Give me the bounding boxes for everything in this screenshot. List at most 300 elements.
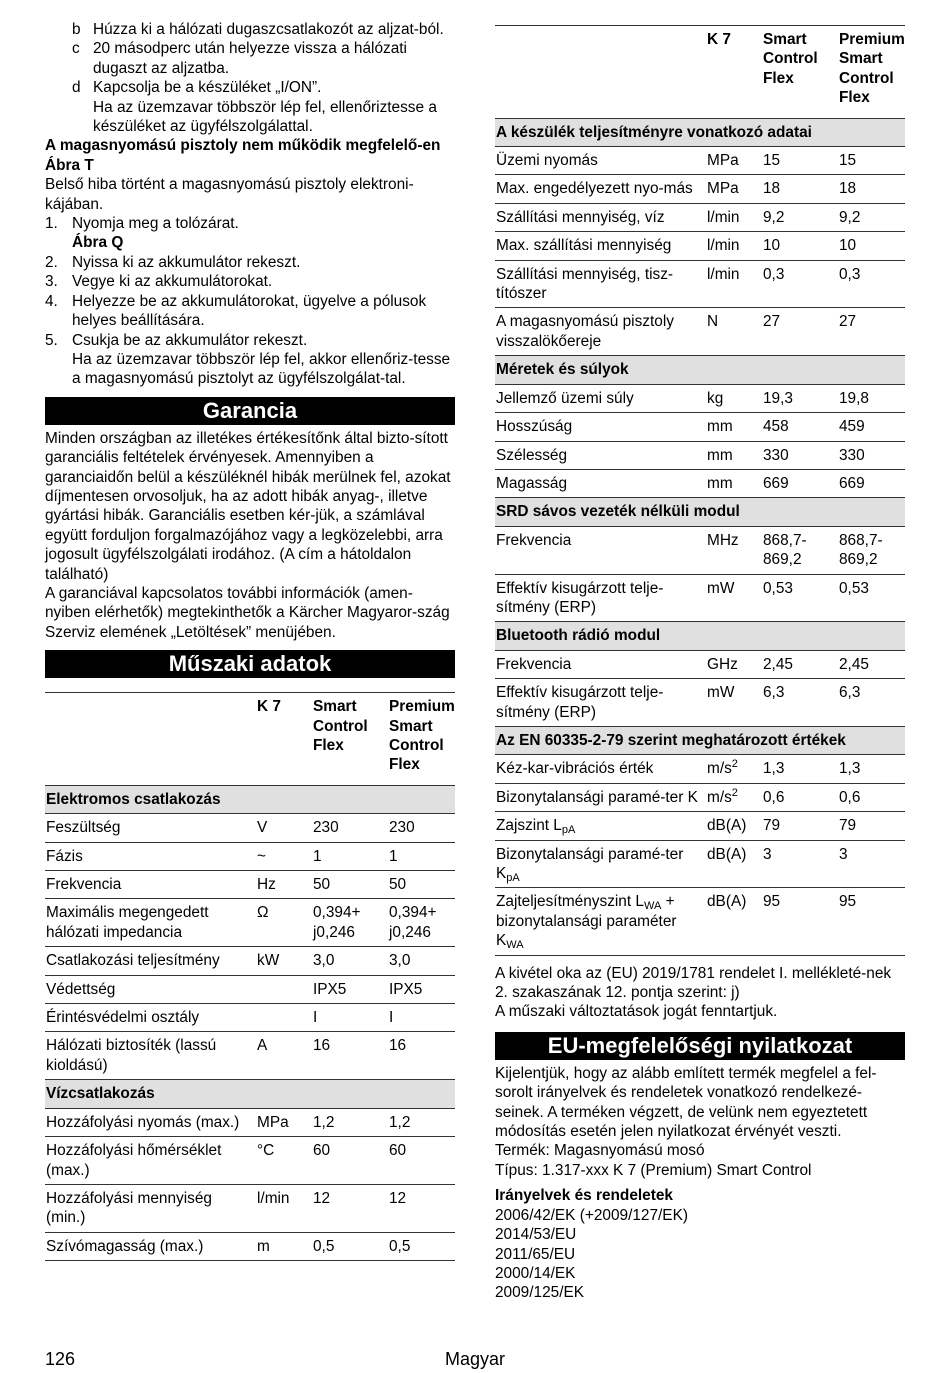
table-row xyxy=(495,147,905,175)
step-item xyxy=(45,292,455,331)
sub-step-text: Kapcsolja be a készüléket „I/ON”. xyxy=(93,79,322,97)
param-cell xyxy=(495,413,706,441)
unit-label: N xyxy=(707,313,719,331)
unit-label: l/min xyxy=(707,265,740,283)
section-title: Bluetooth rádió modul xyxy=(495,622,905,650)
table-row xyxy=(495,384,905,412)
muszaki-adatok-heading: Műszaki adatok xyxy=(45,650,455,678)
table-row xyxy=(495,413,905,441)
sub-step-text: Húzza ki a hálózati dugaszcsatlakozót az aljzat-ból. xyxy=(93,21,444,38)
premium-value: 1,2 xyxy=(388,1108,455,1136)
k7-value: 3 xyxy=(762,840,838,888)
unit-label: MPa xyxy=(707,180,739,198)
premium-value: 0,3 xyxy=(838,260,905,308)
premium-value: 3 xyxy=(838,840,905,888)
header-cell: K 7 xyxy=(706,26,762,119)
section-title: A készülék teljesítményre vonatkozó adatai xyxy=(495,118,905,146)
step-text: Csukja be az akkumulátor rekeszt. xyxy=(72,331,308,349)
language-label: Magyar xyxy=(445,1349,506,1369)
k7-value: 79 xyxy=(762,812,838,840)
param-label: Max. szállítási mennyiség xyxy=(496,237,672,255)
unit-cell xyxy=(706,308,762,356)
param-cell xyxy=(495,812,706,840)
unit-label: ~ xyxy=(257,847,266,865)
unit-label: dB(A) xyxy=(707,893,747,911)
premium-value: 0,6 xyxy=(838,783,905,811)
table-row xyxy=(45,871,455,899)
premium-value: 15 xyxy=(838,147,905,175)
premium-value: 10 xyxy=(838,232,905,260)
unit-cell xyxy=(706,526,762,574)
fault-heading: A magasnyomású pisztoly nem működik megfelelő-en xyxy=(45,137,441,155)
section-row xyxy=(495,356,905,384)
param-label: Jellemző üzemi súly xyxy=(496,389,634,407)
unit-cell xyxy=(706,679,762,727)
directive-item: 2000/14/EK xyxy=(495,1264,576,1282)
premium-value: 3,0 xyxy=(388,947,455,975)
param-cell xyxy=(45,1108,256,1136)
table-row xyxy=(45,1004,455,1032)
param-label: A magasnyomású pisztoly visszalökőereje xyxy=(496,313,674,350)
unit-cell xyxy=(256,947,312,975)
param-cell xyxy=(45,1004,256,1032)
premium-value: 1 xyxy=(388,842,455,870)
unit-cell xyxy=(706,574,762,622)
param-label: Frekvencia xyxy=(496,655,572,673)
k7-value: 12 xyxy=(312,1184,388,1232)
garancia-heading: Garancia xyxy=(45,397,455,425)
unit-cell xyxy=(256,1184,312,1232)
step-number: 3. xyxy=(45,273,58,291)
k7-value: 1,3 xyxy=(762,755,838,783)
step-list xyxy=(45,214,455,389)
unit-cell xyxy=(256,1232,312,1260)
premium-value: 6,3 xyxy=(838,679,905,727)
k7-value: 0,53 xyxy=(762,574,838,622)
param-cell xyxy=(45,1137,256,1185)
table-row xyxy=(45,1032,455,1080)
step-item xyxy=(45,272,455,291)
param-label: Szívómagasság (max.) xyxy=(46,1237,204,1255)
premium-value: 2,45 xyxy=(838,650,905,678)
unit-cell xyxy=(706,203,762,231)
table-row xyxy=(45,899,455,947)
sub-step-item xyxy=(45,20,455,39)
step-number: 2. xyxy=(45,253,58,271)
header-cell: Premium Smart Control Flex xyxy=(838,26,905,119)
unit-label: MPa xyxy=(257,1113,289,1131)
header-cell: Smart Control Flex xyxy=(312,693,388,786)
param-label: Feszültség xyxy=(46,819,121,837)
unit-cell xyxy=(256,975,312,1003)
premium-value: 868,7- 869,2 xyxy=(838,526,905,574)
k7-value: 868,7- 869,2 xyxy=(762,526,838,574)
k7-value: 6,3 xyxy=(762,679,838,727)
param-cell xyxy=(45,814,256,842)
table-row xyxy=(495,441,905,469)
sub-step-item xyxy=(45,78,455,97)
directives-list xyxy=(495,1206,905,1303)
param-cell xyxy=(495,260,706,308)
k7-value: 16 xyxy=(312,1032,388,1080)
unit-label: V xyxy=(257,819,268,837)
eu-declaration-text: Kijelentjük, hogy az alább említett termék megfelel a fel-sorolt irányelvek és rendeletek vonatkozó rendelkezé-seinek. A terméken végzett, de velünk nem egyeztetett módosítás esetén jelen nyilatkozat érvényét veszti. xyxy=(495,1064,877,1141)
premium-value: 9,2 xyxy=(838,203,905,231)
unit-label: Ω xyxy=(257,904,269,922)
figure-ref-t: Ábra T xyxy=(45,156,94,174)
table-row xyxy=(495,574,905,622)
step-item xyxy=(45,214,455,233)
k7-value: 1,2 xyxy=(312,1108,388,1136)
unit-label: MPa xyxy=(707,152,739,170)
table-row xyxy=(495,783,905,811)
section-row xyxy=(495,118,905,146)
param-cell xyxy=(495,147,706,175)
param-cell xyxy=(495,783,706,811)
param-cell xyxy=(45,975,256,1003)
page-number: 126 xyxy=(45,1349,76,1369)
header-cell: Premium Smart Control Flex xyxy=(388,693,455,786)
param-cell xyxy=(45,871,256,899)
table-row xyxy=(45,1232,455,1260)
unit-cell xyxy=(256,1137,312,1185)
unit-label: mW xyxy=(707,684,735,702)
table-row xyxy=(495,469,905,497)
premium-value: 18 xyxy=(838,175,905,203)
table-row xyxy=(495,679,905,727)
unit-label: l/min xyxy=(257,1189,290,1207)
param-label: Érintésvédelmi osztály xyxy=(46,1009,200,1027)
premium-value: 60 xyxy=(388,1137,455,1185)
header-cell xyxy=(495,26,706,119)
unit-cell xyxy=(706,469,762,497)
param-cell xyxy=(495,308,706,356)
param-cell xyxy=(495,650,706,678)
unit-cell xyxy=(256,842,312,870)
table-row xyxy=(45,814,455,842)
param-label: Frekvencia xyxy=(46,876,122,894)
premium-value: 12 xyxy=(388,1184,455,1232)
unit-label: mm xyxy=(707,474,733,492)
step-item xyxy=(45,253,455,272)
fault-description: Belső hiba történt a magasnyomású pisztoly elektroni-kájában. xyxy=(45,176,414,213)
section-title: Méretek és súlyok xyxy=(495,356,905,384)
table-row xyxy=(495,308,905,356)
unit-cell xyxy=(706,755,762,783)
header-cell xyxy=(45,693,256,786)
right-column xyxy=(495,25,905,1303)
unit-cell xyxy=(706,147,762,175)
table-header-row xyxy=(495,26,905,119)
table-row xyxy=(45,947,455,975)
k7-value: 60 xyxy=(312,1137,388,1185)
k7-value: 0,5 xyxy=(312,1232,388,1260)
param-cell xyxy=(495,232,706,260)
k7-value: 2,45 xyxy=(762,650,838,678)
unit-label: l/min xyxy=(707,208,740,226)
premium-value: IPX5 xyxy=(388,975,455,1003)
unit-label: dB(A) xyxy=(707,845,747,863)
param-label: Hálózati biztosíték (lassú kioldású) xyxy=(46,1037,217,1074)
sub-step-text: 20 másodperc után helyezze vissza a hálózati dugaszt az aljzatba. xyxy=(93,40,407,77)
unit-cell xyxy=(256,814,312,842)
premium-value: 50 xyxy=(388,871,455,899)
garancia-paragraph-1: Minden országban az illetékes értékesítőnk által bizto-sított garanciális feltételek érvényesek. Amennyiben a garanciaidőn belül a készüléknél hibák merülnek fel, azokat díjmentesen orvosoljuk, ha az adott hibák anyag-, illetve gyártási hibák. Garanciális esetben kér-jük, a számlával együtt forduljon forgalmazójához vagy a legközelebbi, arra jogosult ügyfélszolgálati irodához. (A cím a hátoldalon található) xyxy=(45,429,451,583)
unit-label: mm xyxy=(707,418,733,436)
param-cell xyxy=(45,1032,256,1080)
k7-value: 330 xyxy=(762,441,838,469)
param-label: Bizonytalansági paramé-ter K xyxy=(496,788,698,806)
param-subscript: pA xyxy=(561,824,576,837)
param-cell xyxy=(495,888,706,955)
technical-changes-note: A műszaki változtatások jogát fenntartjuk. xyxy=(495,1003,778,1021)
unit-cell xyxy=(706,175,762,203)
premium-value: 95 xyxy=(838,888,905,955)
k7-value: 15 xyxy=(762,147,838,175)
k7-value: 50 xyxy=(312,871,388,899)
unit-cell xyxy=(706,840,762,888)
unit-cell xyxy=(256,1108,312,1136)
eu-declaration-heading: EU-megfelelőségi nyilatkozat xyxy=(495,1032,905,1060)
unit-label: Hz xyxy=(257,876,276,894)
param-label: Hosszúság xyxy=(496,418,573,436)
param-label: Üzemi nyomás xyxy=(496,152,598,170)
param-label: Szélesség xyxy=(496,446,568,464)
premium-value: 1,3 xyxy=(838,755,905,783)
param-cell xyxy=(495,840,706,888)
table-row xyxy=(45,1184,455,1232)
k7-value: 230 xyxy=(312,814,388,842)
sub-step-list xyxy=(45,20,455,98)
param-cell xyxy=(495,574,706,622)
table-row xyxy=(495,755,905,783)
k7-value: 10 xyxy=(762,232,838,260)
k7-value: 0,6 xyxy=(762,783,838,811)
param-label: Hozzáfolyási hőmérséklet (max.) xyxy=(46,1142,222,1179)
step-text: Nyomja meg a tolózárat. xyxy=(72,215,239,233)
param-label: Magasság xyxy=(496,474,568,492)
unit-cell xyxy=(256,899,312,947)
sub-step-letter: b xyxy=(72,21,81,38)
table-row xyxy=(495,840,905,888)
table-row xyxy=(495,232,905,260)
unit-cell xyxy=(706,650,762,678)
param-cell xyxy=(495,679,706,727)
param-cell xyxy=(495,441,706,469)
unit-cell xyxy=(706,413,762,441)
unit-label: mW xyxy=(707,579,735,597)
k7-value: IPX5 xyxy=(312,975,388,1003)
premium-value: 0,53 xyxy=(838,574,905,622)
param-label: Frekvencia xyxy=(496,531,572,549)
param-subscript: WA xyxy=(506,939,524,952)
sub-step-d-extra: Ha az üzemzavar többször lép fel, ellenőriztesse a készüléket az ügyfélszolgálattal. xyxy=(93,98,437,136)
sub-step-letter: c xyxy=(72,40,80,58)
unit-cell xyxy=(706,812,762,840)
unit-superscript: 2 xyxy=(731,786,738,799)
premium-value: 0,394+ j0,246 xyxy=(388,899,455,947)
table-row xyxy=(495,888,905,955)
param-cell xyxy=(495,203,706,231)
section-title: Az EN 60335-2-79 szerint meghatározott értékek xyxy=(495,726,905,754)
sub-step-item xyxy=(45,39,455,78)
section-row xyxy=(495,726,905,754)
k7-value: 0,394+ j0,246 xyxy=(312,899,388,947)
param-label: Bizonytalansági paramé-ter K xyxy=(496,845,684,882)
header-cell: K 7 xyxy=(256,693,312,786)
table-row xyxy=(495,203,905,231)
unit-label: mm xyxy=(707,446,733,464)
param-label: Hozzáfolyási mennyiség (min.) xyxy=(46,1189,212,1227)
section-row xyxy=(45,785,455,813)
k7-value: 3,0 xyxy=(312,947,388,975)
param-label: Effektív kisugárzott telje-sítmény (ERP) xyxy=(496,684,664,721)
unit-label: kg xyxy=(707,389,724,407)
table-row xyxy=(45,1137,455,1185)
param-cell xyxy=(495,755,706,783)
section-title: SRD sávos vezeték nélküli modul xyxy=(495,498,905,526)
param-label: Zajteljesítményszint L xyxy=(496,893,644,911)
param-cell xyxy=(45,1184,256,1232)
left-column xyxy=(45,20,455,1261)
param-label: Kéz-kar-vibrációs érték xyxy=(496,760,654,778)
unit-label: MHz xyxy=(707,531,739,549)
k7-value: 669 xyxy=(762,469,838,497)
section-title: Vízcsatlakozás xyxy=(45,1080,455,1108)
k7-value: 9,2 xyxy=(762,203,838,231)
unit-cell xyxy=(706,888,762,955)
k7-value: 19,3 xyxy=(762,384,838,412)
k7-value: 18 xyxy=(762,175,838,203)
directive-item: 2009/125/EK xyxy=(495,1284,584,1302)
unit-cell xyxy=(256,1004,312,1032)
param-label-cont: + bizonytalansági paraméter K xyxy=(496,893,677,950)
step-number: 5. xyxy=(45,331,58,349)
param-label: Maximális megengedett hálózati impedancia xyxy=(46,904,209,941)
table-header-row xyxy=(45,693,455,786)
unit-superscript: 2 xyxy=(731,758,738,771)
param-cell xyxy=(45,899,256,947)
table-row xyxy=(45,975,455,1003)
k7-value: I xyxy=(312,1004,388,1032)
garancia-paragraph-2: A garanciával kapcsolatos további információk (amen-nyiben elérhetők) megtekinthetők a Kärcher Magyaror-szág Szerviz elemének „Letöltések” menüjében. xyxy=(45,584,450,641)
k7-value: 95 xyxy=(762,888,838,955)
step-text: Vegye ki az akkumulátorokat. xyxy=(72,273,273,291)
table-row xyxy=(495,260,905,308)
k7-value: 458 xyxy=(762,413,838,441)
spec-table-left xyxy=(45,692,455,1261)
unit-cell xyxy=(706,232,762,260)
param-label: Szállítási mennyiség, tisz-títószer xyxy=(496,265,674,303)
param-subscript: WA xyxy=(643,900,662,913)
premium-value: 0,5 xyxy=(388,1232,455,1260)
step-extra-text: Ha az üzemzavar többször lép fel, akkor ellenőriz-tesse a magasnyomású pisztolyt az ügyfélszolgálat-tal. xyxy=(72,350,451,388)
premium-value: 16 xyxy=(388,1032,455,1080)
param-cell xyxy=(45,947,256,975)
section-row xyxy=(45,1080,455,1108)
unit-label: m/s xyxy=(707,760,732,778)
premium-value: 459 xyxy=(838,413,905,441)
param-cell xyxy=(45,1232,256,1260)
header-cell: Smart Control Flex xyxy=(762,26,838,119)
premium-value: 669 xyxy=(838,469,905,497)
table-row xyxy=(45,842,455,870)
table-row xyxy=(495,526,905,574)
unit-label: l/min xyxy=(707,237,740,255)
unit-cell xyxy=(706,260,762,308)
param-label: Effektív kisugárzott telje-sítmény (ERP) xyxy=(496,579,664,616)
section-row xyxy=(495,622,905,650)
param-cell xyxy=(495,526,706,574)
premium-value: 79 xyxy=(838,812,905,840)
param-label: Védettség xyxy=(46,980,116,998)
figure-ref-q: Ábra Q xyxy=(72,234,124,252)
unit-cell xyxy=(706,384,762,412)
directives-heading: Irányelvek és rendeletek xyxy=(495,1187,673,1205)
param-label: Szállítási mennyiség, víz xyxy=(496,208,665,226)
premium-value: 27 xyxy=(838,308,905,356)
param-cell xyxy=(495,384,706,412)
unit-cell xyxy=(706,783,762,811)
step-item xyxy=(45,331,455,350)
type-line: Típus: 1.317-xxx K 7 (Premium) Smart Control xyxy=(495,1161,812,1179)
param-cell xyxy=(495,469,706,497)
table-row xyxy=(45,1108,455,1136)
exemption-note: A kivétel oka az (EU) 2019/1781 rendelet I. mellékleté-nek 2. szakaszának 12. pontja szerint: j) xyxy=(495,964,892,1002)
step-number: 4. xyxy=(45,292,58,310)
step-text: Helyezze be az akkumulátorokat, ügyelve a pólusok helyes beállítására. xyxy=(72,292,427,330)
premium-value: 230 xyxy=(388,814,455,842)
unit-cell xyxy=(256,871,312,899)
param-cell xyxy=(45,842,256,870)
table-row xyxy=(495,175,905,203)
table-row xyxy=(495,650,905,678)
unit-cell xyxy=(256,1032,312,1080)
spec-table-right xyxy=(495,25,905,956)
unit-label: °C xyxy=(257,1142,275,1160)
param-subscript: pA xyxy=(506,872,520,884)
param-label: Csatlakozási teljesítmény xyxy=(46,952,220,970)
step-text: Nyissa ki az akkumulátor rekeszt. xyxy=(72,253,301,271)
unit-label: A xyxy=(257,1037,268,1055)
section-row xyxy=(495,498,905,526)
unit-cell xyxy=(706,441,762,469)
unit-label: GHz xyxy=(707,655,738,673)
param-label: Max. engedélyezett nyo-más xyxy=(496,180,693,198)
param-label: Hozzáfolyási nyomás (max.) xyxy=(46,1113,240,1131)
k7-value: 1 xyxy=(312,842,388,870)
sub-step-letter: d xyxy=(72,79,81,97)
directive-item: 2006/42/EK (+2009/127/EK) xyxy=(495,1206,688,1224)
param-cell xyxy=(495,175,706,203)
product-line: Termék: Magasnyomású mosó xyxy=(495,1142,705,1160)
directive-item: 2014/53/EU xyxy=(495,1226,577,1244)
unit-label: m xyxy=(257,1237,270,1255)
k7-value: 27 xyxy=(762,308,838,356)
unit-label: dB(A) xyxy=(707,817,747,835)
unit-label: kW xyxy=(257,952,280,970)
premium-value: 19,8 xyxy=(838,384,905,412)
k7-value: 0,3 xyxy=(762,260,838,308)
directive-item: 2011/65/EU xyxy=(495,1245,576,1263)
section-title: Elektromos csatlakozás xyxy=(45,785,455,813)
param-label: Zajszint L xyxy=(496,817,562,835)
premium-value: I xyxy=(388,1004,455,1032)
step-number: 1. xyxy=(45,215,58,233)
unit-label: m/s xyxy=(707,788,732,806)
premium-value: 330 xyxy=(838,441,905,469)
table-row xyxy=(495,812,905,840)
